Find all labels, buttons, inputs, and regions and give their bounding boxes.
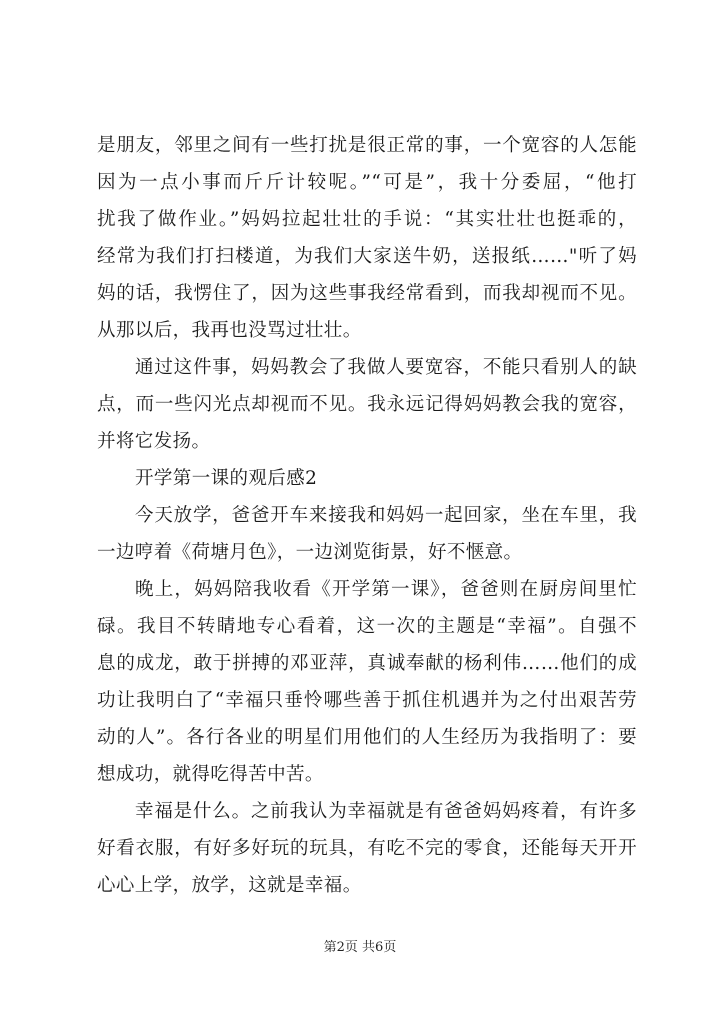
paragraph-first-line: 今天放学，爸爸开车来接我和妈妈一起回家，坐在车里，我 bbox=[135, 505, 637, 526]
text-line: 好看衣服，有好多好玩的玩具，有吃不完的零食，还能每天开开 bbox=[97, 838, 637, 859]
text-line: 动的人”。各行各业的明星们用他们的人生经历为我指明了：要 bbox=[97, 727, 637, 748]
text-line: 点，而一些闪光点却视而不见。我永远记得妈妈教会我的宽容， bbox=[97, 394, 637, 415]
text-line: 并将它发扬。 bbox=[97, 431, 211, 452]
paragraph-first-line: 通过这件事，妈妈教会了我做人要宽容，不能只看别人的缺 bbox=[135, 357, 637, 378]
text-line: 一边哼着《荷塘月色》，一边浏览街景，好不惬意。 bbox=[97, 542, 523, 563]
text-line: 从那以后，我再也没骂过壮壮。 bbox=[97, 320, 362, 341]
section-title: 开学第一课的观后感2 bbox=[135, 468, 318, 489]
text-line: 息的成龙，敢于拼搏的邓亚萍，真诚奉献的杨利伟……他们的成 bbox=[97, 653, 637, 674]
text-line: 心心上学，放学，这就是幸福。 bbox=[97, 875, 362, 896]
text-line: 是朋友，邻里之间有一些打扰是很正常的事，一个宽容的人怎能 bbox=[97, 135, 637, 156]
paragraph-first-line: 幸福是什么。之前我认为幸福就是有爸爸妈妈疼着，有许多 bbox=[135, 801, 637, 822]
paragraph-first-line: 晚上，妈妈陪我收看《开学第一课》，爸爸则在厨房间里忙 bbox=[135, 579, 637, 600]
page-number-footer: 第2页 共6页 bbox=[323, 940, 397, 955]
text-line: 妈的话，我愣住了，因为这些事我经常看到，而我却视而不见。 bbox=[97, 283, 637, 304]
text-line: 因为一点小事而斤斤计较呢。”“可是”，我十分委屈，“他打 bbox=[97, 172, 637, 193]
text-line: 扰我了做作业。”妈妈拉起壮壮的手说：“其实壮壮也挺乖的， bbox=[97, 209, 637, 230]
document-body bbox=[97, 127, 637, 904]
text-line: 经常为我们打扫楼道，为我们大家送牛奶，送报纸……"听了妈 bbox=[97, 246, 637, 267]
text-line: 想成功，就得吃得苦中苦。 bbox=[97, 764, 324, 785]
text-line: 功让我明白了“幸福只垂怜哪些善于抓住机遇并为之付出艰苦劳 bbox=[97, 690, 637, 711]
text-line: 碌。我目不转睛地专心看着，这一次的主题是“幸福”。自强不 bbox=[97, 616, 637, 637]
